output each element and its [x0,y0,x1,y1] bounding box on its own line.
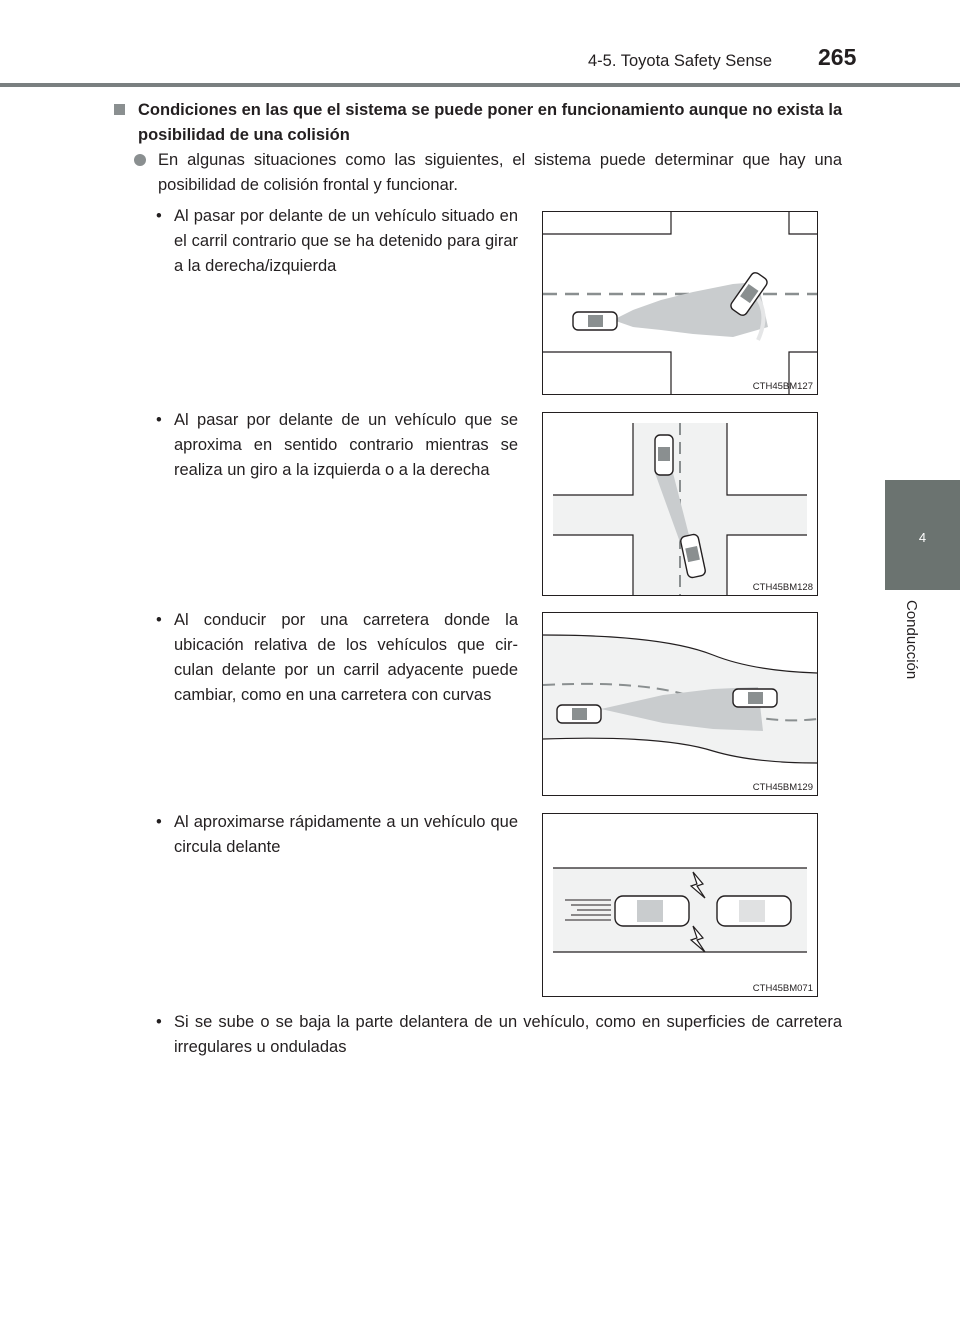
figure-rapid-approach [542,813,818,997]
page-number: 265 [818,44,857,70]
list-item-text: Al aproximarse rápidamente a un vehículo que circula delante [174,813,518,856]
section-heading-text: Condiciones en las que el sistema se puede poner en funcionamiento aunque no exista la posibilidad de una colisión [138,101,843,144]
lead-paragraph-text: En algunas situaciones como las siguientes, el sistema puede determinar que hay una posibilidad de colisión frontal y funcionar. [158,151,842,194]
list-item-text: Al pasar por delante de un vehículo que se aproxima en sentido contrario mientras se realiza un giro a la izquierda o a la derecha [174,411,518,479]
figure-code: CTH45BM127 [752,381,813,392]
intersection-turning-illustration [543,413,817,595]
lead-paragraph [134,148,842,198]
bullet: • [156,411,162,429]
chapter-label: Conducción [903,600,920,680]
square-bullet-icon [114,104,125,115]
bullet: • [156,611,162,629]
running-header-section: 4-5. Toyota Safety Sense [588,52,773,70]
intersection-stopped-vehicle-illustration [543,212,817,394]
bullet: • [156,207,162,225]
bullet: • [156,813,162,831]
chapter-number: 4 [918,530,927,545]
list-item-text: Al conducir por una carretera donde la ubicación relativa de los vehículos que cir-culan delante por un carril adyacente puede cambiar, como en una carretera con curvas [174,611,518,704]
list-item [156,810,518,860]
list-item [156,204,518,279]
figure-intersection-turning [542,412,818,596]
list-item-text: Si se sube o se baja la parte delantera de un vehículo, como en superficies de carretera irregulares u onduladas [174,1013,842,1056]
list-item [156,1010,842,1060]
figure-code: CTH45BM071 [752,983,813,994]
bullet: • [156,1013,162,1031]
list-item-text: Al pasar por delante de un vehículo situado en el carril contrario que se ha detenido para girar a la derecha/izquierda [174,207,518,275]
list-item [156,608,518,708]
curved-road-illustration [543,613,817,795]
figure-code: CTH45BM129 [752,782,813,793]
list-item [156,408,518,483]
header-rule [0,83,960,87]
section-heading [114,98,849,148]
rapid-approach-illustration [543,814,817,996]
circle-bullet-icon [134,154,146,166]
figure-intersection-stopped-vehicle [542,211,818,395]
figure-curved-road [542,612,818,796]
figure-code: CTH45BM128 [752,582,813,593]
